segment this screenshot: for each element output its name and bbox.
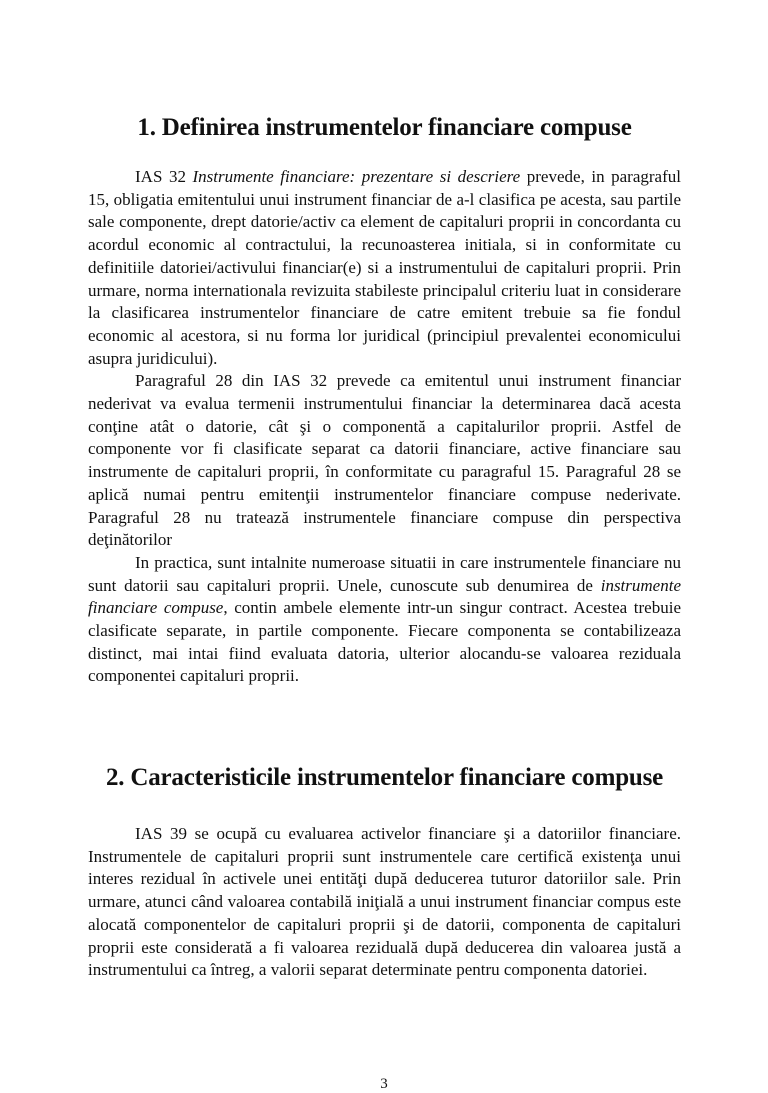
paragraph-text: prevede, in paragraful 15, obligatia emitentului unui instrument financiar de a-l clasifica pe acesta, sau partile sale componente, drept datorie/activ ca element de capitaluri proprii in concordanta cu acordul economic al contractului, la recunoasterea initiala, si in conformitate cu definitiile datoriei/activului financiar(e) si a instrumentului de capitaluri proprii. Prin urmare, norma internationala revizuita stabileste principalul criteriu luat in considerare la clasificarea instrumentelor financiare de catre emitent trebuie sa fie fondul economic al acestora, si nu forma lor juridical (principiul prevalentei economicului asupra juridicului). — [88, 167, 681, 368]
section1-paragraph-3 — [88, 552, 681, 688]
section1-heading: 1. Definirea instrumentelor financiare compuse — [137, 114, 632, 141]
paragraph-text: In practica, sunt intalnite numeroase situatii in care instrumentele financiare nu sunt datorii sau capitaluri proprii. Unele, cunoscute sub denumirea de — [88, 552, 681, 595]
page-number: 3 — [380, 1076, 388, 1092]
section2-body — [88, 823, 681, 982]
section2-heading: 2. Caracteristicile instrumentelor financiare compuse — [105, 764, 664, 791]
section1-paragraph-2: Paragraful 28 din IAS 32 prevede ca emitentul unui instrument financiar nederivat va evalua termenii instrumentului financiar la determinarea dacă acesta conţine atât o datorie, cât şi o componentă a capitalurilor proprii. Astfel de componente vor fi clasificate separat ca datorii financiare, active financiare sau instrumente de capitaluri proprii, în conformitate cu paragraful 15. Paragraful 28 se aplică numai pentru emitenţii instrumentelor financiare compuse nederivate. Paragraful 28 nu tratează instrumentele financiare compuse din perspectiva deţinătorilor — [88, 371, 681, 550]
paragraph-text: IAS 32 — [135, 167, 193, 186]
section1-paragraph-1 — [88, 166, 681, 370]
section1-body — [88, 166, 681, 688]
term-italic: instrumente financiare compuse — [88, 575, 681, 618]
section2-paragraph-1: IAS 39 se ocupă cu evaluarea activelor financiare şi a datoriilor financiare. Instrumentele de capitaluri proprii sunt instrumentele care certifică existenţa unui interes rezidual în activele unei entităţi după deducerea tuturor datoriilor sale. Prin urmare, atunci când valoarea contabilă iniţială a unui instrument financiar compus este alocată componentelor de capitaluri proprii şi de datorii, componenta de capitaluri proprii este considerată a fi valoarea reziduală după deducerea din valoarea justă a instrumentului ca întreg, a valorii separat determinate pentru componenta datoriei. — [88, 824, 681, 980]
paragraph-text: , contin ambele elemente intr-un singur contract. Acestea trebuie clasificate separate, in partile componente. Fiecare componenta se contabilizeaza distinct, mai intai fiind evaluata datoria, ulterior alocandu-se valoarea reziduala componentei capitaluri proprii. — [88, 598, 682, 686]
standard-title-italic: Instrumente financiare: prezentare si descriere — [192, 167, 521, 186]
